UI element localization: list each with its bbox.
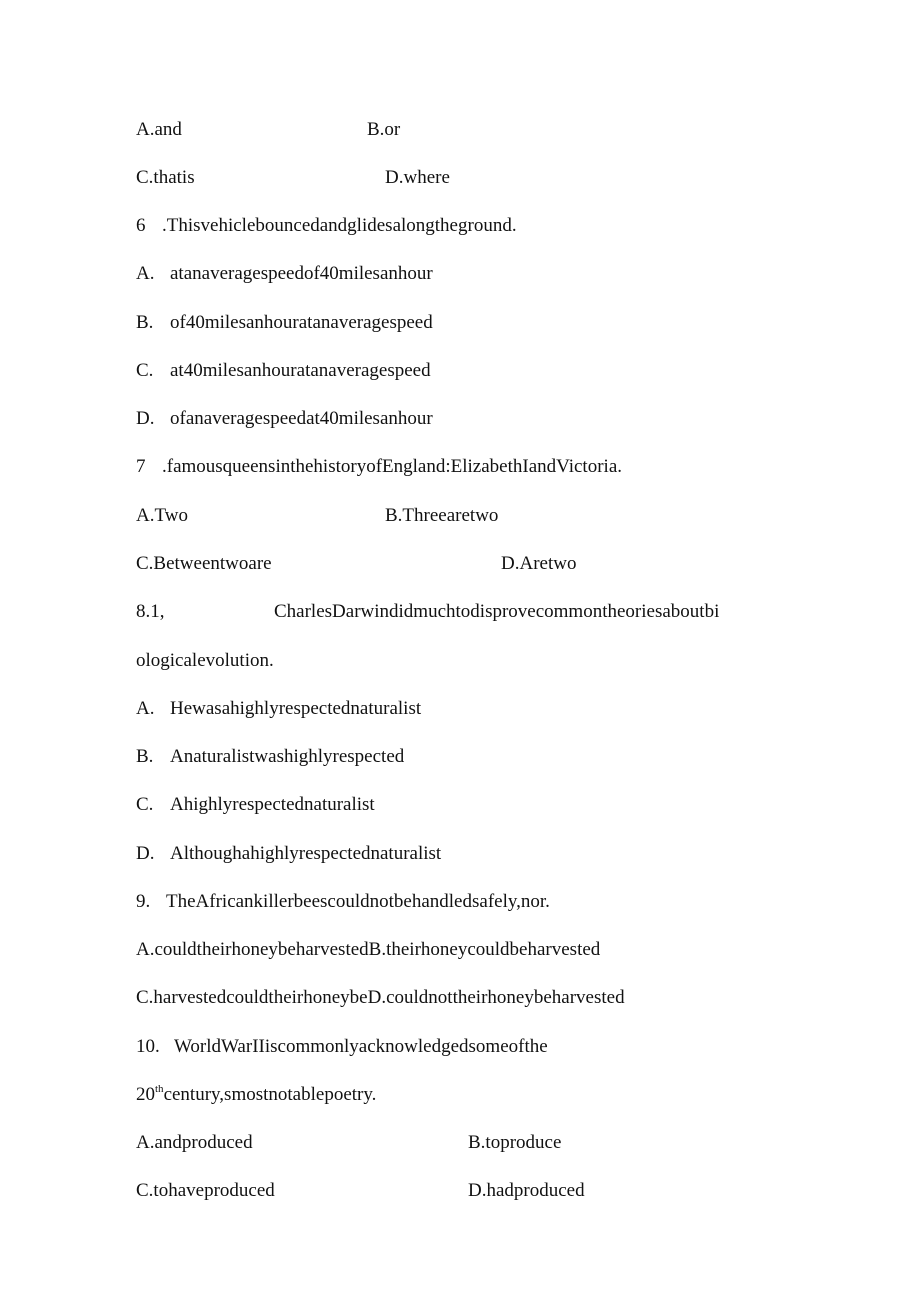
option-text: Anaturalistwashighlyrespected <box>170 746 405 767</box>
q8-option-b <box>136 746 404 768</box>
q5-option-d: D.where <box>385 167 450 188</box>
q10-option-b: B.toproduce <box>468 1132 562 1153</box>
q7-option-a: A.Two <box>136 505 188 526</box>
q5-option-b: B.or <box>367 119 401 140</box>
option-letter: C. <box>136 360 154 381</box>
q10-option-d: D.hadproduced <box>468 1180 585 1201</box>
q7-number: 7 <box>136 456 146 477</box>
option-text: ofanaveragespeedat40milesanhour <box>170 408 433 429</box>
option-letter: D. <box>136 408 155 429</box>
option-text: Hewasahighlyrespectednaturalist <box>170 698 422 719</box>
option-text: Althoughahighlyrespectednaturalist <box>170 843 442 864</box>
q10-stem <box>136 1036 548 1058</box>
option-letter: C. <box>136 794 154 815</box>
century-text: century,smostnotablepoetry. <box>163 1084 377 1105</box>
q10-option-a: A.andproduced <box>136 1132 253 1153</box>
q6-option-b <box>136 312 433 334</box>
q10-stem-continued <box>136 1084 376 1106</box>
q6-option-c <box>136 360 431 382</box>
option-letter: A. <box>136 263 155 284</box>
q7-option-b: B.Threearetwo <box>385 505 499 526</box>
option-letter: A. <box>136 698 155 719</box>
q7-stem-text: .famousqueensinthehistoryofEngland:ElizabethIandVictoria. <box>162 456 622 477</box>
q10-stem-text: WorldWarIIiscommonlyacknowledgedsomeofthe <box>174 1036 548 1057</box>
q6-number: 6 <box>136 215 146 236</box>
q6-stem <box>136 215 517 237</box>
q9-number: 9. <box>136 891 151 912</box>
q8-stem-part1: CharlesDarwindidmuchtodisprovecommontheoriesaboutbi <box>274 601 720 622</box>
q6-stem-text: .Thisvehiclebouncedandglidesalongtheground. <box>162 215 517 236</box>
q6-option-a <box>136 263 433 285</box>
q9-options-ab: A.couldtheirhoneybeharvestedB.theirhoneycouldbeharvested <box>136 939 601 960</box>
q9-stem <box>136 891 550 913</box>
q8-stem-part2: ologicalevolution. <box>136 650 274 671</box>
option-text: Ahighlyrespectednaturalist <box>170 794 375 815</box>
ordinal-suffix: th <box>155 1083 164 1095</box>
q8-option-a <box>136 698 421 720</box>
q10-option-c: C.tohaveproduced <box>136 1180 275 1201</box>
option-text: atanaveragespeedof40milesanhour <box>170 263 433 284</box>
q6-option-d <box>136 408 433 430</box>
option-text: of40milesanhouratanaveragespeed <box>170 312 433 333</box>
q10-number: 10. <box>136 1036 160 1057</box>
q5-option-a: A.and <box>136 119 182 140</box>
q9-options-cd: C.harvestedcouldtheirhoneybeD.couldnottheirhoneybeharvested <box>136 987 625 1008</box>
century-number: 20 <box>136 1084 155 1105</box>
q8-option-c <box>136 794 375 816</box>
q7-stem <box>136 456 622 478</box>
q8-number: 8.1, <box>136 601 165 622</box>
q9-stem-text: TheAfricankillerbeescouldnotbehandledsafely,nor. <box>166 891 550 912</box>
option-letter: B. <box>136 746 154 767</box>
q7-option-c: C.Betweentwoare <box>136 553 272 574</box>
option-letter: D. <box>136 843 155 864</box>
q8-option-d <box>136 843 441 865</box>
q5-option-c: C.thatis <box>136 167 195 188</box>
option-letter: B. <box>136 312 154 333</box>
option-text: at40milesanhouratanaveragespeed <box>170 360 431 381</box>
q7-option-d: D.Aretwo <box>501 553 577 574</box>
